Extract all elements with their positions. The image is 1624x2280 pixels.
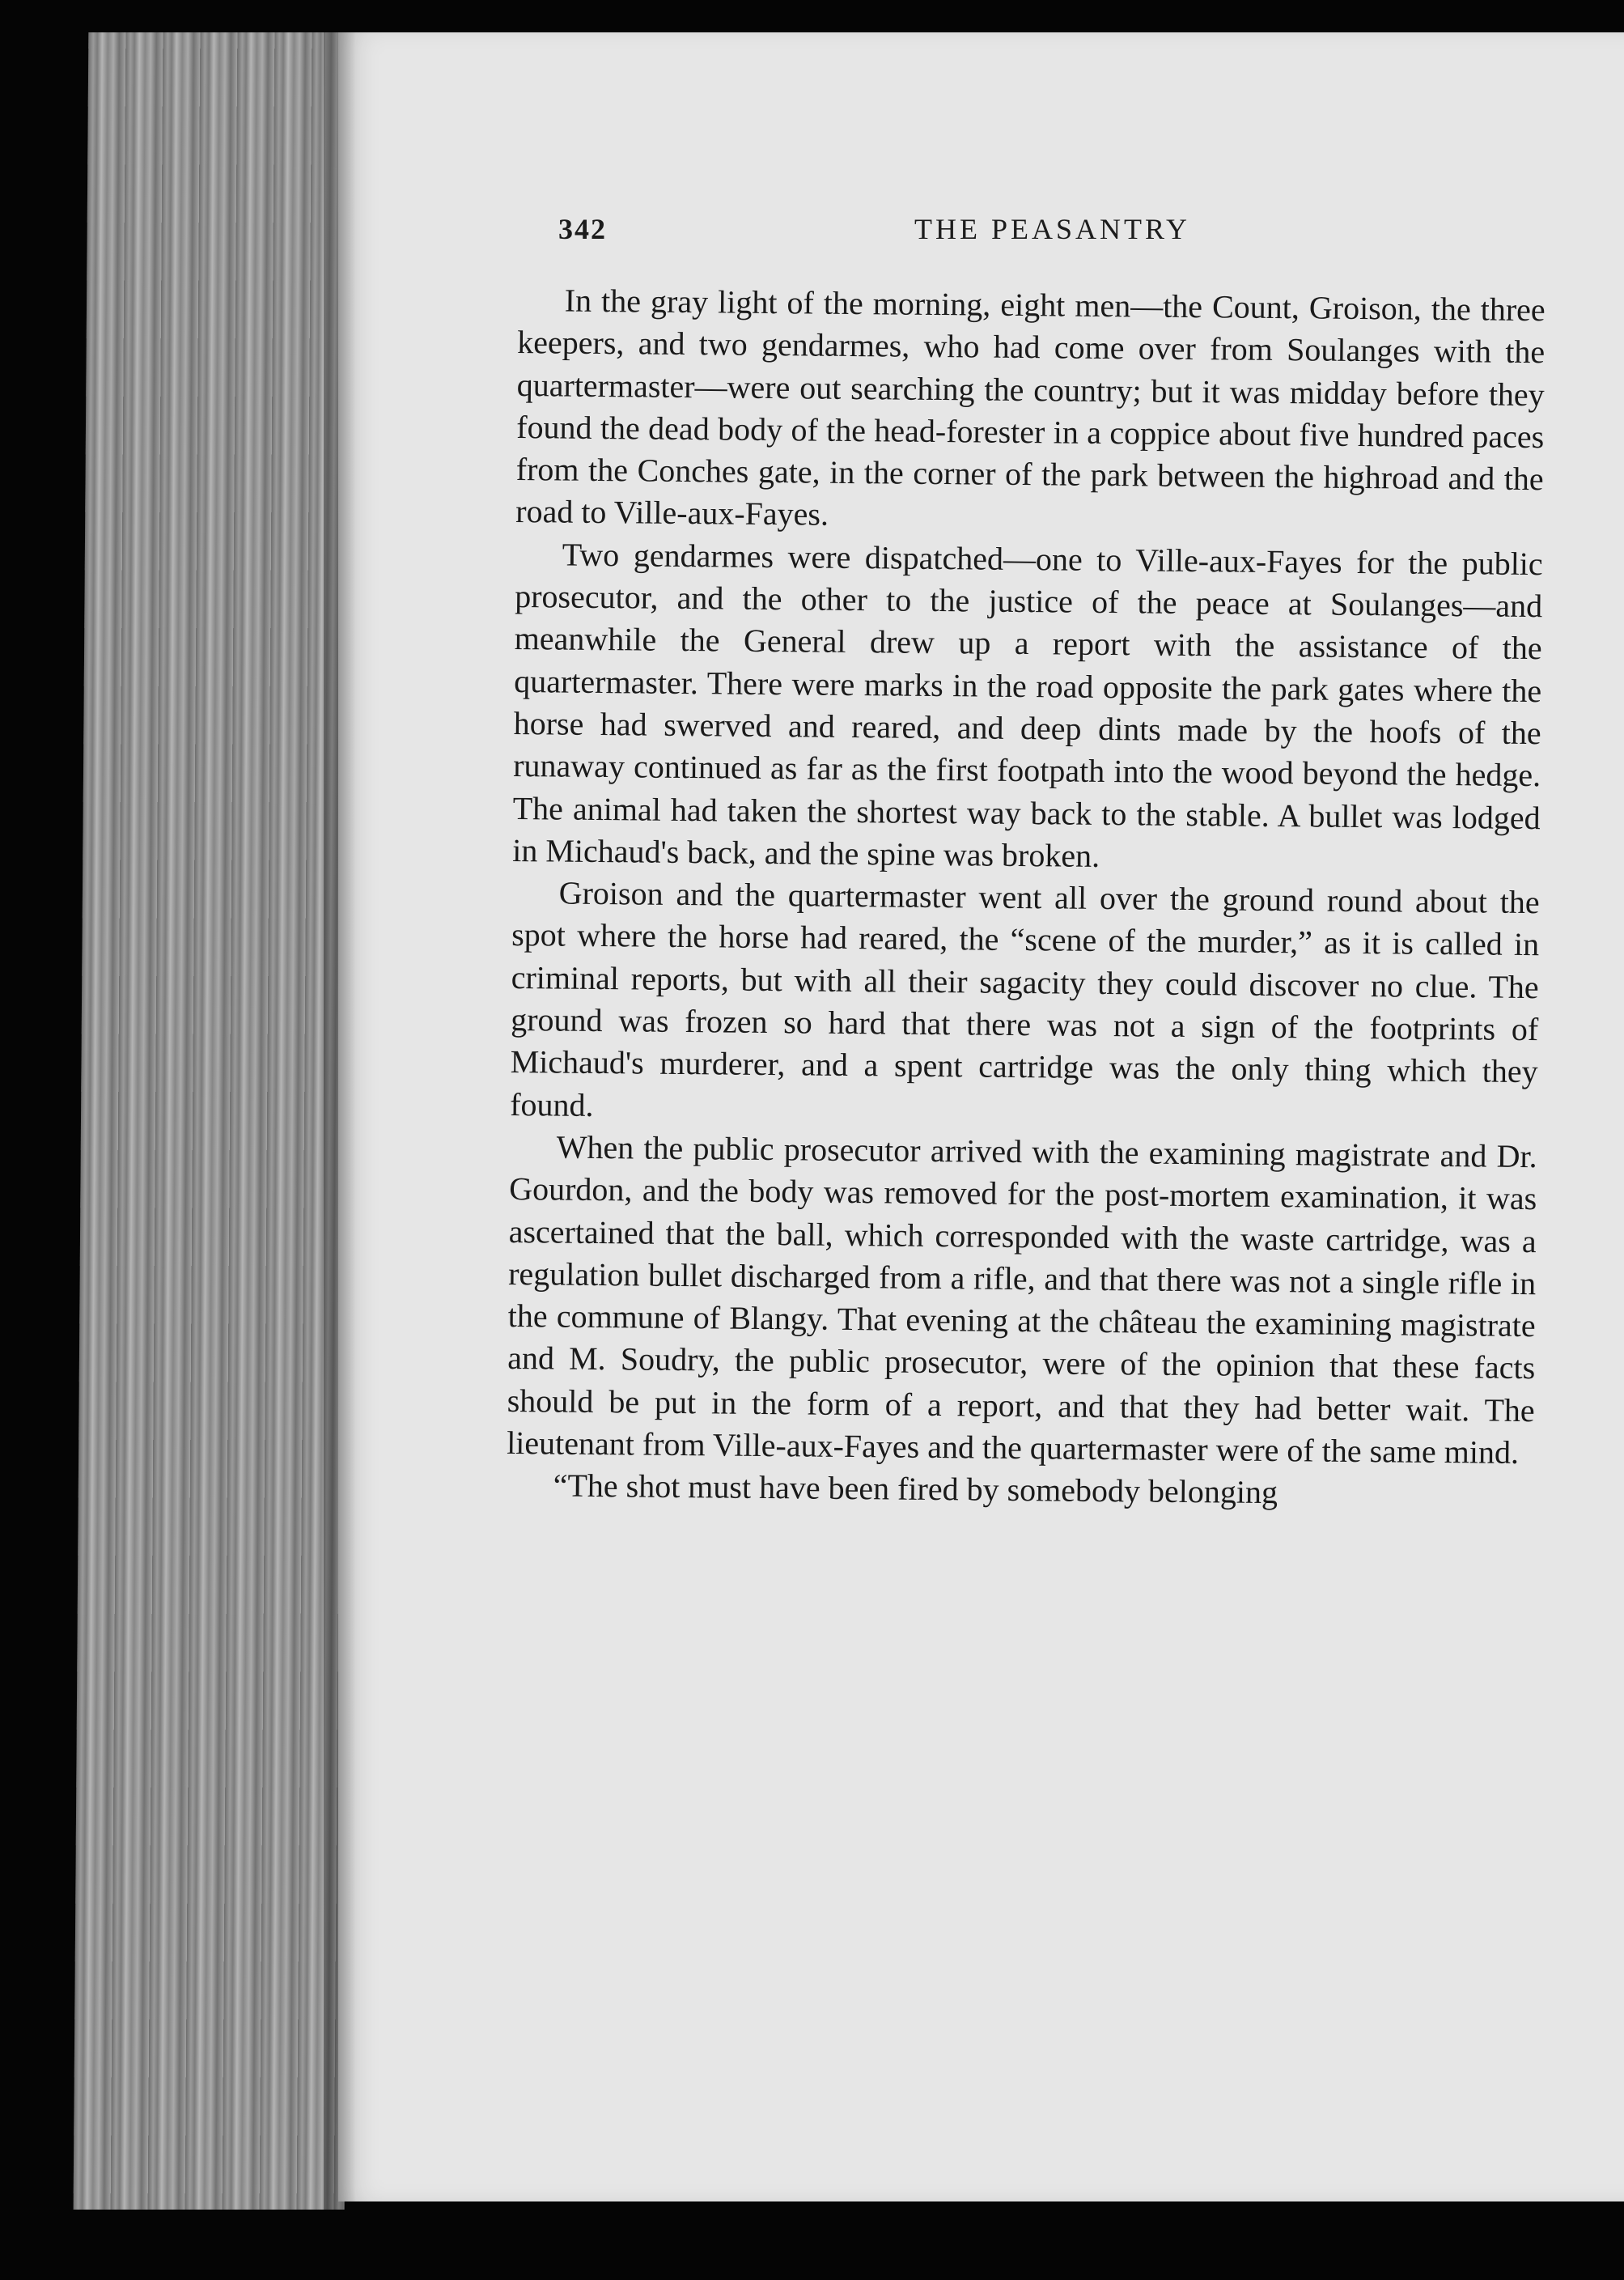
paragraph: Groison and the quartermaster went all over the ground round about the spot where the horse had reared, the “scene of the murder,” as it is called in criminal reports, but with all their sagacity they could discover no clue. The ground was frozen so hard that there was not a sign of the footprints of Michaud's murderer, and a spent cartridge was the only thing which they found.: [510, 874, 1540, 1123]
book-spine: [74, 32, 360, 2210]
running-head: [558, 212, 1529, 253]
paragraph: Two gendarmes were dispatched—one to Ville-aux-Fayes for the public prosecutor, and the other to the justice of the peace at Soulanges—and meanwhile the General drew up a report with the assistance of the quartermaster. There were marks in the road opposite the park gates where the horse had swerved and reared, and deep dints made by the hoofs of the runaway continued as far as the first footpath into the wood beyond the hedge. The animal had taken the shortest way back to the stable. A bullet was lodged in Michaud's back, and the spine was broken.: [512, 536, 1543, 874]
paragraph: When the public prosecutor arrived with the examining magistrate and Dr. Gourdon, and the body was removed for the post-mortem examination, it was ascertained that the ball, which corresponded with the waste cartridge, was a regulation bullet discharged from a rifle, and that there was not a single rifle in the commune of Blangy. That evening at the château the examining magistrate and M. Soudry, the public prosecutor, were of the opinion that these facts should be put in the form of a report, and that they had better wait. The lieutenant from Ville-aux-Fayes and the quartermaster were of the same mind.: [506, 1128, 1537, 1471]
page-gutter-shadow: [324, 32, 356, 2210]
paragraph: “The shot must have been fired by somebody belonging: [553, 1467, 1278, 1511]
running-title: THE PEASANTRY: [914, 213, 1191, 245]
body-text: [506, 279, 1545, 1517]
page-number: 342: [558, 213, 607, 245]
paragraph: In the gray light of the morning, eight men—the Count, Groison, the three keepers, and two gendarmes, who had come over from Soulanges with the quartermaster—were out searching the country; but it was midday before they found the dead body of the head-forester in a coppice about five hundred paces from the Conches gate, in the corner of the park between the highroad and the road to Ville-aux-Fayes.: [515, 282, 1546, 533]
